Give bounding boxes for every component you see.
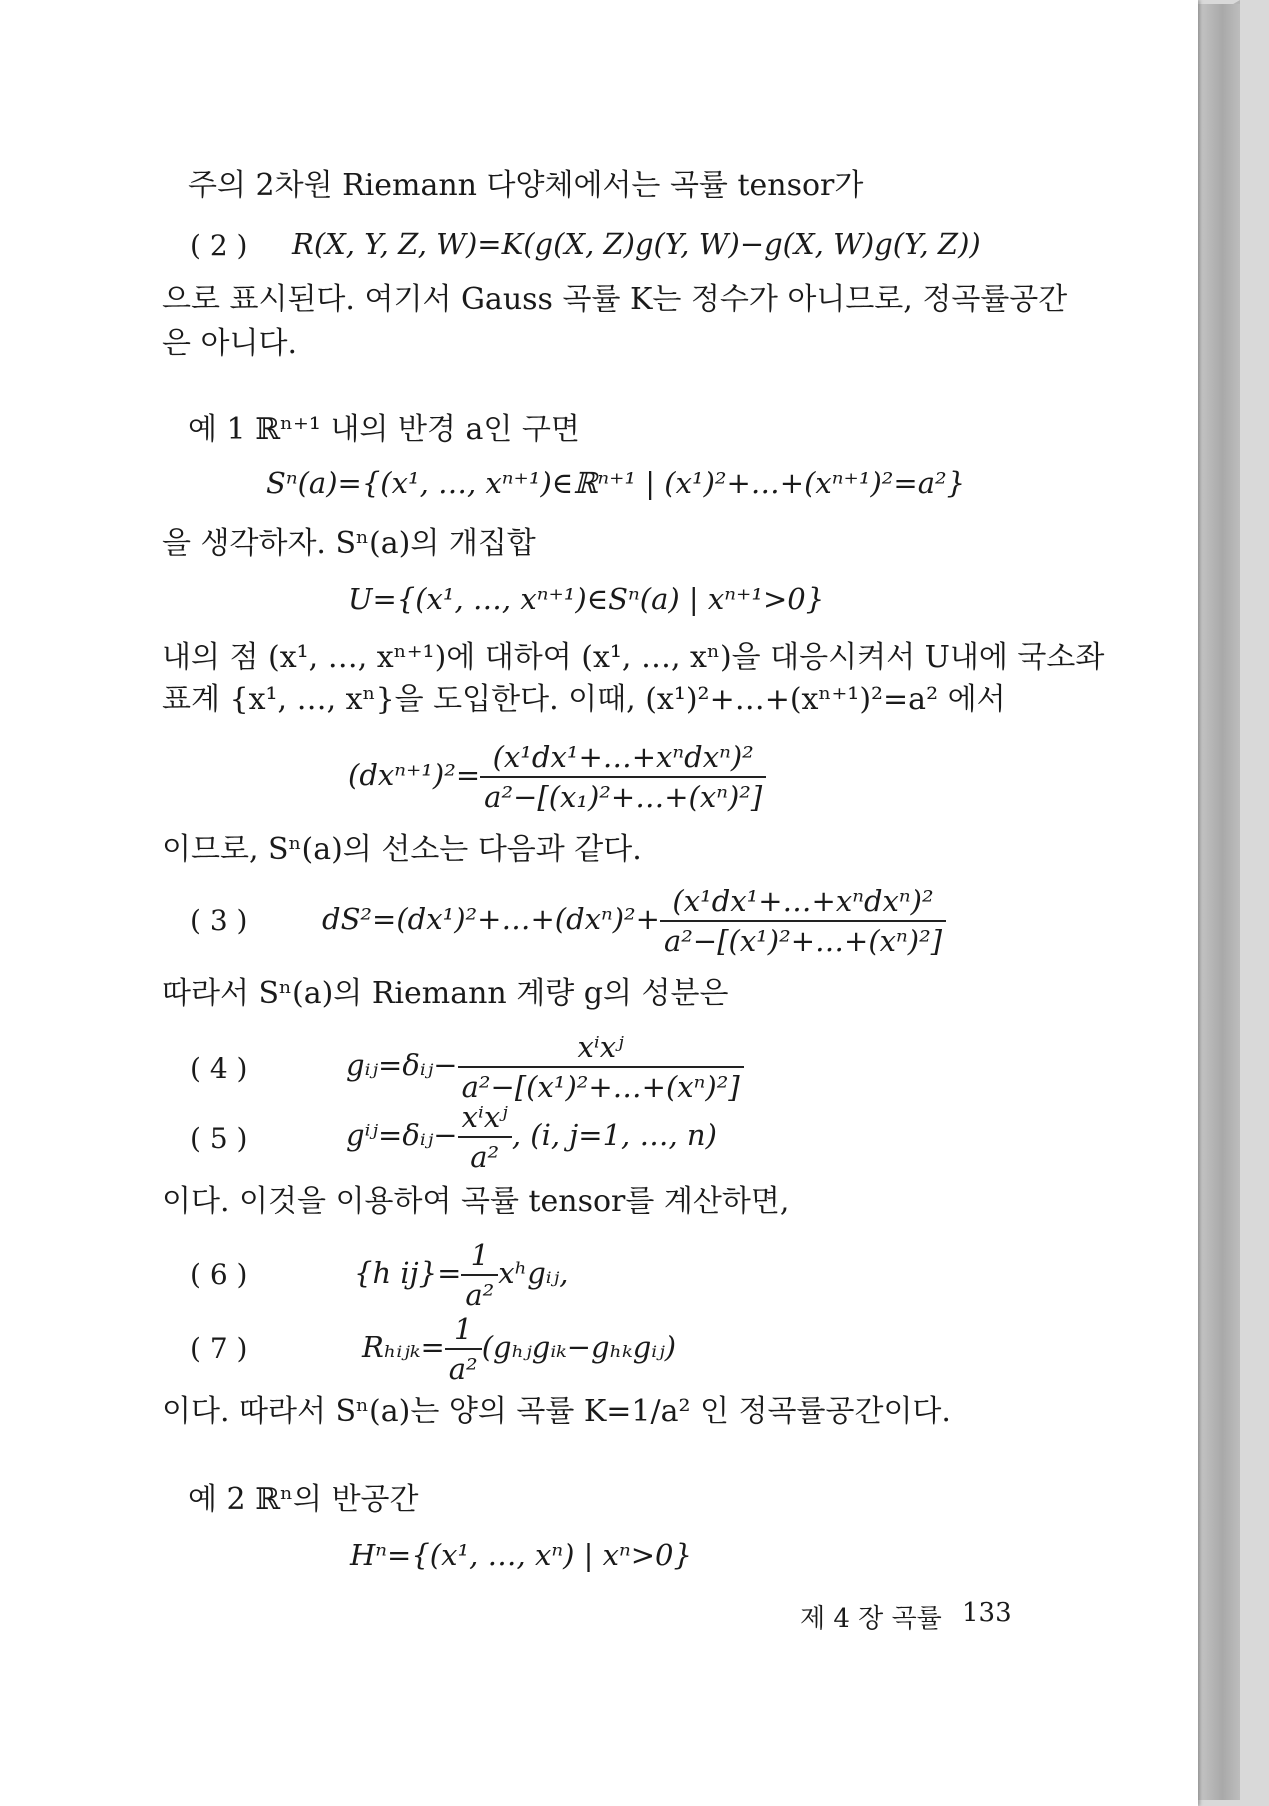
note-paragraph: 주의 2차원 Riemann 다양체에서는 곡률 tensor가 xyxy=(188,168,864,203)
paragraph-line: 내의 점 (x¹, …, xⁿ⁺¹)에 대하여 (x¹, …, xⁿ)을 대응시켜서 U내에 국소좌 xyxy=(162,640,1105,675)
dxn-lhs: (dxⁿ⁺¹)²= xyxy=(348,758,481,792)
eq4-fraction xyxy=(458,1030,744,1104)
sphere-definition: Sⁿ(a)={(x¹, …, xⁿ⁺¹)∈ℝⁿ⁺¹ | (x¹)²+…+(xⁿ⁺¹)²=a²} xyxy=(266,466,966,500)
eq7-rhs: (gₕⱼgᵢₖ−gₕₖgᵢⱼ) xyxy=(481,1330,677,1364)
eq6-lhs: {h ij}= xyxy=(354,1256,462,1290)
example-2-heading: 예 2 ℝⁿ의 반공간 xyxy=(188,1482,419,1517)
eq4-numerator: xⁱxʲ xyxy=(458,1030,744,1068)
dxn-equation xyxy=(348,740,766,814)
paragraph-line: 으로 표시된다. 여기서 Gauss 곡률 K는 정수가 아니므로, 정곡률공간 xyxy=(162,282,1068,317)
eq3-fraction xyxy=(660,884,946,958)
example-1-heading: 예 1 ℝⁿ⁺¹ 내의 반경 a인 구면 xyxy=(188,412,580,447)
eq7-denominator: a² xyxy=(448,1352,478,1386)
eq6-label: ( 6 ) xyxy=(190,1258,248,1291)
U-set-definition: U={(x¹, …, xⁿ⁺¹)∈Sⁿ(a) | xⁿ⁺¹>0} xyxy=(348,582,825,616)
eq5-numerator: xⁱxʲ xyxy=(458,1100,512,1138)
paragraph-line: 이다. 이것을 이용하여 곡률 tensor를 계산하면, xyxy=(162,1184,790,1219)
eq6-denominator: a² xyxy=(465,1278,495,1312)
eq5-lhs: gⁱʲ=δᵢⱼ− xyxy=(346,1118,458,1152)
paragraph-line: 이므로, Sⁿ(a)의 선소는 다음과 같다. xyxy=(162,832,642,867)
eq7-label: ( 7 ) xyxy=(190,1332,248,1365)
footer-chapter: 제 4 장 곡률 xyxy=(800,1604,942,1634)
paragraph-line: 은 아니다. xyxy=(162,326,297,361)
eq3-formula xyxy=(322,884,946,958)
eq6-fraction xyxy=(461,1238,498,1312)
eq7-numerator: 1 xyxy=(445,1312,482,1350)
paragraph-line: 을 생각하자. Sⁿ(a)의 개집합 xyxy=(162,526,536,561)
eq6-numerator: 1 xyxy=(461,1238,498,1276)
eq2-formula: R(X, Y, Z, W)=K(g(X, Z)g(Y, W)−g(X, W)g(Y, Z)) xyxy=(292,227,981,261)
dxn-numerator: (x¹dx¹+…+xⁿdxⁿ)² xyxy=(480,740,766,778)
eq5-denominator: a² xyxy=(470,1140,500,1174)
eq7-lhs: Rₕᵢⱼₖ= xyxy=(362,1330,445,1364)
eq6-rhs: xʰgᵢⱼ, xyxy=(498,1256,569,1290)
eq4-formula xyxy=(346,1030,744,1104)
eq4-denominator: a²−[(x¹)²+…+(xⁿ)²] xyxy=(461,1070,740,1104)
paragraph-line: 따라서 Sⁿ(a)의 Riemann 계량 g의 성분은 xyxy=(162,976,729,1011)
eq5-fraction xyxy=(458,1100,512,1174)
eq4-label: ( 4 ) xyxy=(190,1052,248,1085)
eq3-numerator: (x¹dx¹+…+xⁿdxⁿ)² xyxy=(660,884,946,922)
paragraph-line: 이다. 따라서 Sⁿ(a)는 양의 곡률 K=1/a² 인 정곡률공간이다. xyxy=(162,1394,951,1429)
eq5-rhs: , (i, j=1, …, n) xyxy=(511,1118,717,1152)
paragraph-line: 표계 {x¹, …, xⁿ}을 도입한다. 이때, (x¹)²+…+(xⁿ⁺¹)²=a² 에서 xyxy=(162,682,1006,717)
dxn-denominator: a²−[(x₁)²+…+(xⁿ)²] xyxy=(484,780,763,814)
eq5-label: ( 5 ) xyxy=(190,1122,248,1155)
eq5-formula xyxy=(346,1100,717,1174)
eq3-label: ( 3 ) xyxy=(190,904,248,937)
page-number: 133 xyxy=(962,1598,1012,1628)
book-edge xyxy=(1196,4,1240,1800)
eq2-label: ( 2 ) xyxy=(190,229,248,262)
eq3-lhs: dS²=(dx¹)²+…+(dxⁿ)²+ xyxy=(322,902,660,936)
dxn-fraction xyxy=(480,740,766,814)
eq7-fraction xyxy=(445,1312,482,1386)
halfspace-definition: Hⁿ={(x¹, …, xⁿ) | xⁿ>0} xyxy=(350,1538,692,1572)
eq3-denominator: a²−[(x¹)²+…+(xⁿ)²] xyxy=(663,924,943,958)
eq4-lhs: gᵢⱼ=δᵢⱼ− xyxy=(346,1048,458,1082)
eq6-formula xyxy=(354,1238,568,1312)
eq7-formula xyxy=(362,1312,676,1386)
